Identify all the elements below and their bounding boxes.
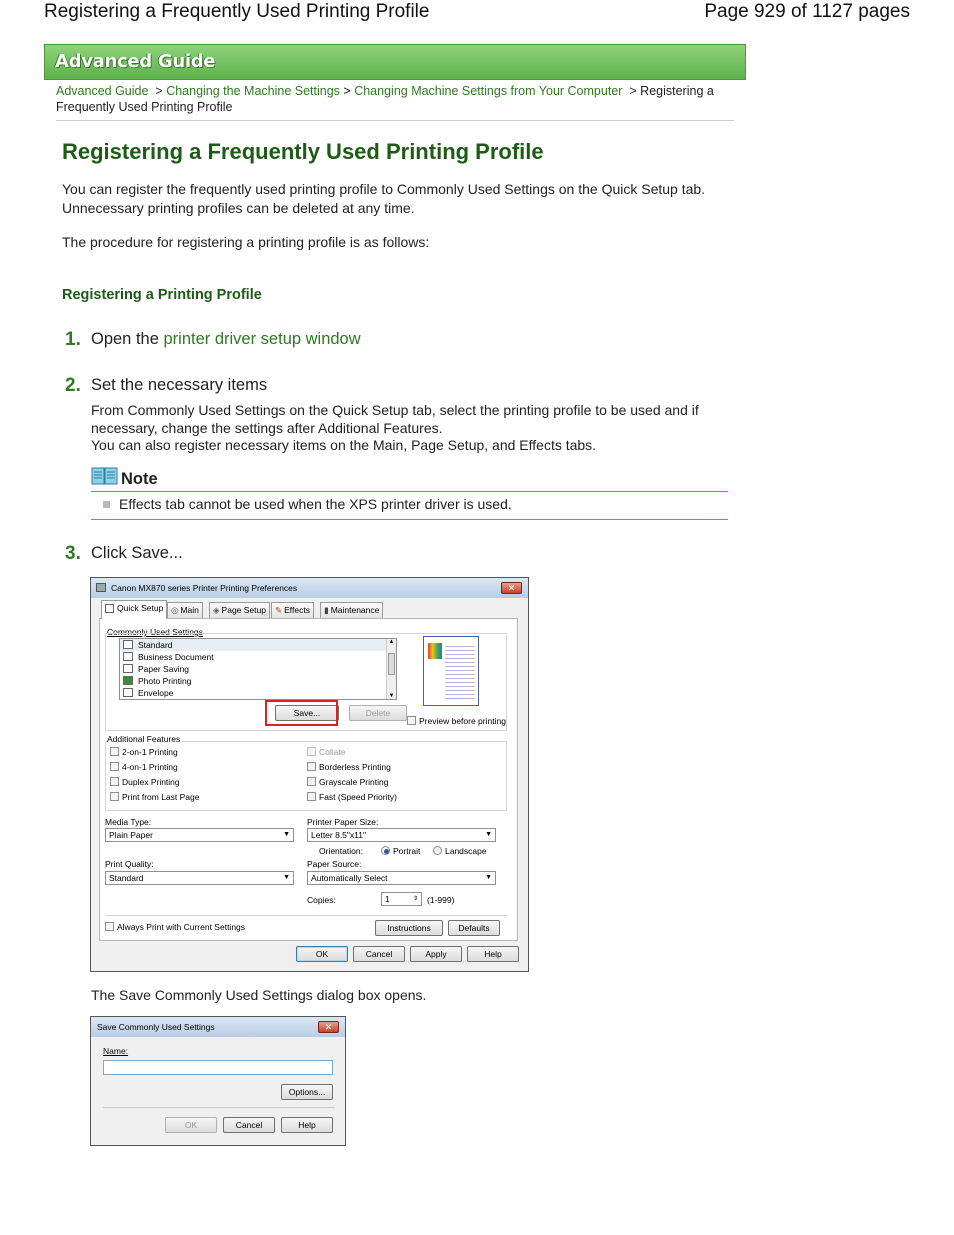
step-2-detail-2: necessary, change the settings after Additional Features. <box>91 420 443 436</box>
save-settings-dialog <box>90 1016 346 1146</box>
step-3-result: The Save Commonly Used Settings dialog box opens. <box>91 987 427 1003</box>
checkbox[interactable] <box>110 747 119 756</box>
landscape-label: Landscape <box>445 846 487 856</box>
envelope-icon <box>123 688 133 697</box>
landscape-radio[interactable] <box>433 846 442 855</box>
document-icon <box>123 652 133 661</box>
note-rule-bottom <box>91 519 728 520</box>
checkbox[interactable] <box>307 747 316 756</box>
breadcrumb-separator: > <box>155 84 163 98</box>
feature-duplex[interactable] <box>110 777 180 787</box>
effects-icon: ✎ <box>275 605 283 615</box>
list-item[interactable] <box>120 663 396 675</box>
media-type-value: Plain Paper <box>109 830 153 840</box>
list-item[interactable] <box>120 639 396 651</box>
checkbox[interactable] <box>110 792 119 801</box>
tab-page-setup-label: Page Setup <box>221 605 266 615</box>
step-1-text <box>91 330 361 349</box>
feature-label: 4-on-1 Printing <box>122 762 178 772</box>
intro-line-1: You can register the frequently used printing profile to Commonly Used Settings on the Quick Setup tab. <box>62 181 706 197</box>
feature-label: Print from Last Page <box>122 792 200 802</box>
name-label: Name: <box>103 1046 129 1056</box>
media-type-select[interactable] <box>105 828 294 842</box>
chevron-down-icon: ▼ <box>283 831 290 838</box>
spinner-icon[interactable]: ⇕ <box>412 896 418 902</box>
profile-label: Business Document <box>138 652 214 662</box>
breadcrumb-current: Registering a Frequently Used Printing Profile <box>56 84 714 114</box>
page-title: Registering a Frequently Used Printing Profile <box>62 139 544 164</box>
printer-driver-setup-link[interactable]: printer driver setup window <box>163 330 361 348</box>
list-item[interactable] <box>120 687 396 699</box>
tab-main[interactable] <box>167 602 203 618</box>
copies-label: Copies: <box>307 895 336 905</box>
media-type-label: Media Type: <box>105 817 152 827</box>
breadcrumb-divider <box>56 120 734 121</box>
step-1-prefix: Open the <box>91 330 164 348</box>
step-3-number: 3. <box>65 543 81 564</box>
feature-2on1[interactable] <box>110 747 178 757</box>
close-icon[interactable]: ✕ <box>501 582 522 594</box>
page-preview <box>423 636 479 706</box>
scroll-up-icon[interactable]: ▲ <box>388 639 395 645</box>
always-print-label: Always Print with Current Settings <box>117 922 246 932</box>
paper-source-label: Paper Source: <box>307 859 362 869</box>
portrait-label: Portrait <box>393 846 421 856</box>
note-title: Note <box>121 470 158 488</box>
tab-effects-label: Effects <box>284 605 310 615</box>
preview-image <box>428 643 442 659</box>
paper-source-value: Automatically Select <box>311 873 388 883</box>
main-tab-icon: ◎ <box>171 605 179 615</box>
preview-checkbox[interactable] <box>407 716 416 725</box>
paper-size-value: Letter 8.5"x11" <box>311 830 367 840</box>
tab-quick-setup-label: Quick Setup <box>117 603 164 613</box>
intro-line-3: The procedure for registering a printing profile is as follows: <box>62 234 430 250</box>
checkbox[interactable] <box>307 792 316 801</box>
copies-input[interactable] <box>381 892 422 906</box>
maintenance-icon: ▮ <box>324 605 329 615</box>
feature-fast[interactable] <box>307 792 397 802</box>
always-print-checkbox[interactable] <box>105 922 114 931</box>
section-heading: Registering a Printing Profile <box>62 287 262 303</box>
profile-label: Envelope <box>138 688 174 698</box>
name-input[interactable] <box>103 1060 333 1075</box>
book-icon <box>91 466 118 486</box>
step-1-number: 1. <box>65 329 81 350</box>
checkbox[interactable] <box>307 762 316 771</box>
profile-list[interactable] <box>119 638 397 700</box>
step-2-detail-3: You can also register necessary items on the Main, Page Setup, and Effects tabs. <box>91 437 597 453</box>
list-scrollbar[interactable] <box>386 639 396 699</box>
step-2-text: Set the necessary items <box>91 376 268 394</box>
save-highlight-box <box>265 700 338 726</box>
photo-icon <box>123 676 133 685</box>
step-2-detail-1: From Commonly Used Settings on the Quick Setup tab, select the printing profile to be used and if <box>91 402 699 418</box>
printing-preferences-dialog <box>90 577 529 972</box>
options-button[interactable]: Options... <box>281 1084 333 1100</box>
breadcrumb-separator: > <box>629 84 637 98</box>
document-title: Registering a Frequently Used Printing Profile <box>44 1 430 22</box>
chevron-down-icon: ▼ <box>485 874 492 881</box>
print-quality-select[interactable] <box>105 871 294 885</box>
commonly-used-label: Commonly Used Settings <box>107 627 203 637</box>
checkbox[interactable] <box>110 777 119 786</box>
dialog-title: Canon MX870 series Printer Printing Preferences <box>111 583 298 593</box>
document-icon <box>123 640 133 649</box>
print-quality-value: Standard <box>109 873 144 883</box>
instructions-button[interactable]: Instructions <box>375 920 443 936</box>
paper-source-select[interactable] <box>307 871 496 885</box>
always-print-option[interactable] <box>105 922 245 932</box>
page-indicator: Page 929 of 1127 pages <box>704 1 910 22</box>
breadcrumb-link-changing-settings[interactable]: Changing the Machine Settings <box>166 84 340 98</box>
feature-label: Grayscale Printing <box>319 777 389 787</box>
preview-text-lines <box>445 643 475 699</box>
checkbox[interactable] <box>307 777 316 786</box>
orientation-label: Orientation: <box>319 846 363 856</box>
dialog-titlebar <box>91 578 528 598</box>
cancel-button[interactable]: Cancel <box>353 946 405 962</box>
page-setup-icon: ◈ <box>213 605 220 615</box>
intro-line-2: Unnecessary printing profiles can be deleted at any time. <box>62 200 415 216</box>
breadcrumb-separator: > <box>343 84 351 98</box>
portrait-radio[interactable] <box>381 846 390 855</box>
breadcrumb-link-from-computer[interactable]: Changing Machine Settings from Your Computer <box>354 84 623 98</box>
copies-range: (1-999) <box>427 895 455 905</box>
feature-grayscale[interactable] <box>307 777 388 787</box>
feature-4on1[interactable] <box>110 762 178 772</box>
breadcrumb-link-advanced-guide[interactable]: Advanced Guide <box>56 84 149 98</box>
divider <box>103 1107 335 1108</box>
quick-setup-icon <box>105 604 114 613</box>
tab-quick-setup[interactable] <box>101 600 167 619</box>
scroll-thumb[interactable] <box>388 653 395 675</box>
note-box <box>91 466 728 520</box>
note-rule-top <box>91 491 728 492</box>
checkbox[interactable] <box>110 762 119 771</box>
bullet-icon <box>103 501 110 508</box>
paper-size-label: Printer Paper Size: <box>307 817 379 827</box>
feature-borderless[interactable] <box>307 762 391 772</box>
tab-effects[interactable] <box>271 602 314 618</box>
print-quality-label: Print Quality: <box>105 859 154 869</box>
feature-label: 2-on-1 Printing <box>122 747 178 757</box>
tab-main-label: Main <box>180 605 199 615</box>
note-item <box>103 496 512 512</box>
save-button[interactable]: Save... <box>275 705 339 721</box>
apply-button[interactable]: Apply <box>410 946 462 962</box>
feature-collate[interactable] <box>307 747 345 757</box>
tab-maintenance-label: Maintenance <box>330 605 380 615</box>
step-3-text: Click Save... <box>91 544 183 562</box>
save-cancel-button[interactable]: Cancel <box>223 1117 275 1133</box>
feature-label: Borderless Printing <box>319 762 391 772</box>
preview-before-printing-option[interactable] <box>407 716 506 726</box>
ok-button[interactable]: OK <box>296 946 348 962</box>
copies-value: 1 <box>385 894 390 904</box>
advanced-guide-label: Advanced Guide <box>55 51 216 72</box>
preview-label: Preview before printing <box>419 716 506 726</box>
note-item-text: Effects tab cannot be used when the XPS printer driver is used. <box>119 496 512 512</box>
tab-page-setup[interactable] <box>209 602 270 618</box>
step-2-number: 2. <box>65 375 81 396</box>
tab-maintenance[interactable] <box>320 602 383 618</box>
advanced-guide-banner <box>44 44 746 80</box>
save-dialog-title: Save Commonly Used Settings <box>97 1022 215 1032</box>
feature-label: Duplex Printing <box>122 777 180 787</box>
save-help-button[interactable]: Help <box>281 1117 333 1133</box>
delete-button[interactable]: Delete <box>349 705 407 721</box>
chevron-down-icon: ▼ <box>485 831 492 838</box>
feature-label: Collate <box>319 747 346 757</box>
help-button[interactable]: Help <box>467 946 519 962</box>
paper-size-select[interactable] <box>307 828 496 842</box>
breadcrumb <box>56 83 736 115</box>
chevron-down-icon: ▼ <box>283 874 290 881</box>
printer-icon <box>96 583 106 592</box>
list-item[interactable] <box>120 675 396 687</box>
divider <box>105 915 507 916</box>
defaults-button[interactable]: Defaults <box>448 920 500 936</box>
feature-print-from-last[interactable] <box>110 792 199 802</box>
save-dialog-titlebar <box>91 1017 345 1037</box>
close-icon[interactable]: ✕ <box>318 1021 339 1033</box>
landscape-option[interactable] <box>433 846 487 856</box>
profile-label: Photo Printing <box>138 676 192 686</box>
profile-label: Standard <box>138 640 173 650</box>
save-ok-button[interactable]: OK <box>165 1117 217 1133</box>
feature-label: Fast (Speed Priority) <box>319 792 397 802</box>
scroll-down-icon[interactable]: ▼ <box>388 693 395 699</box>
profile-label: Paper Saving <box>138 664 190 674</box>
additional-features-label: Additional Features <box>107 734 181 744</box>
quick-setup-panel <box>99 618 518 941</box>
document-icon <box>123 664 133 673</box>
list-item[interactable] <box>120 651 396 663</box>
portrait-option[interactable] <box>381 846 420 856</box>
